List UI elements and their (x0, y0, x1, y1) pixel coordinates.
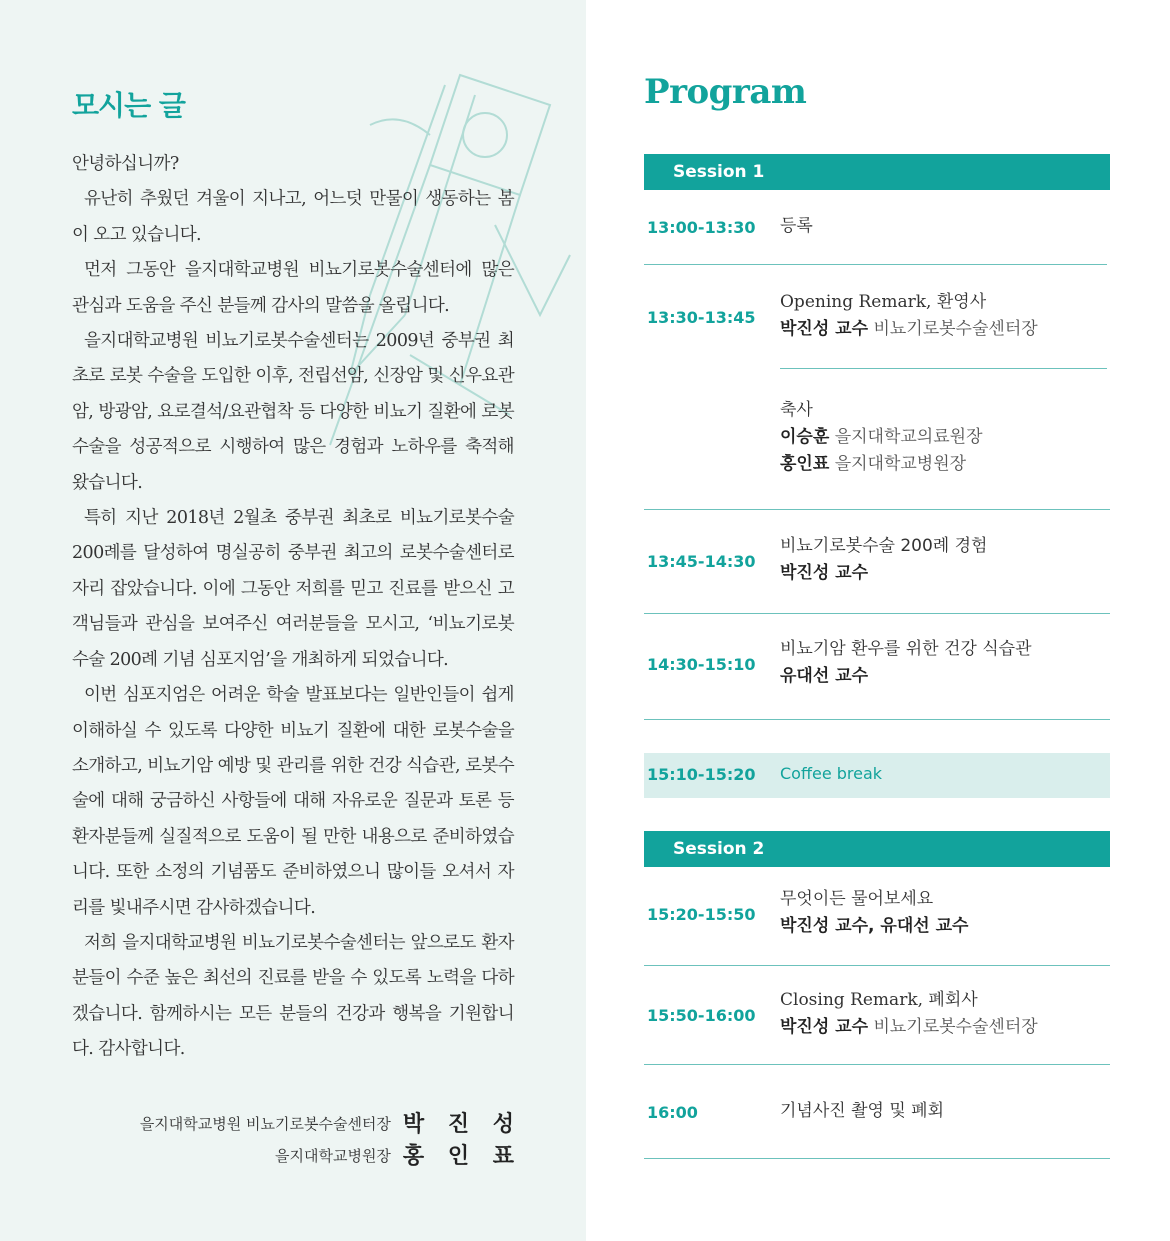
schedule-title: 무엇이든 물어보세요 (780, 889, 934, 909)
speaker-name: 홍인표 (780, 454, 830, 474)
signature-name: 박 진 성 (402, 1111, 522, 1137)
schedule-item-qa (780, 886, 1100, 940)
schedule-time: 15:20-15:50 (647, 905, 756, 924)
schedule-time: 15:10-15:20 (647, 765, 756, 784)
signature-role: 을지대학교병원장 (275, 1147, 391, 1165)
signature-line (139, 1108, 522, 1140)
speaker-role: 을지대학교병원장 (834, 454, 967, 474)
speaker-role: 을지대학교의료원장 (834, 427, 983, 447)
schedule-title: 비뇨기암 환우를 위한 건강 식습관 (780, 639, 1032, 659)
letter-paragraph: 안녕하십니까? (72, 154, 179, 174)
letter-paragraph: 유난히 추웠던 겨울이 지나고, 어느덧 만물이 생동하는 봄이 오고 있습니다. (72, 189, 514, 245)
schedule-title: Opening Remark, 환영사 (780, 292, 987, 312)
schedule-time: 15:50-16:00 (647, 1006, 756, 1025)
schedule-item-talk-2 (780, 636, 1100, 690)
coffee-break-row (644, 753, 1110, 798)
letter-paragraph: 이번 심포지엄은 어려운 학술 발표보다는 일반인들이 쉽게 이해하실 수 있도록 다양한 비뇨기 질환에 대한 로봇수술을 소개하고, 비뇨기암 예방 및 관리를 위한 건강 식습관, 로봇수술에 대해 궁금하신 사항들에 대해 자유로운 질문과 토론 등 환자분들께 실질적으로 도움이 될 만한 내용으로 준비하였습니다. 또한 소정의 기념품도 준비하였으니 많이들 오셔서 자리를 빛내주시면 감사하겠습니다. (72, 685, 514, 918)
schedule-time: 13:45-14:30 (647, 552, 756, 571)
divider (644, 719, 1110, 720)
schedule-item-closing (780, 987, 1100, 1041)
speaker-role: 비뇨기로봇수술센터장 (873, 1017, 1038, 1037)
schedule-item-registration (780, 213, 1100, 240)
schedule-time: 14:30-15:10 (647, 655, 756, 674)
divider (644, 965, 1110, 966)
speaker-name: 박진성 교수 (780, 1017, 869, 1037)
session-1-header: Session 1 (644, 154, 1110, 190)
divider (644, 264, 1107, 265)
speaker-name: 박진성 교수 (780, 319, 869, 339)
speaker-name: 박진성 교수, 유대선 교수 (780, 916, 969, 936)
divider (644, 509, 1110, 510)
letter-paragraph: 먼저 그동안 을지대학교병원 비뇨기로봇수술센터에 많은 관심과 도움을 주신 분들께 감사의 말씀을 올립니다. (72, 260, 514, 316)
divider (780, 368, 1107, 369)
schedule-title: 등록 (780, 216, 813, 236)
divider (644, 1158, 1110, 1159)
speaker-role: 비뇨기로봇수술센터장 (873, 319, 1038, 339)
schedule-item-congratulatory (780, 397, 1100, 478)
letter-paragraph: 을지대학교병원 비뇨기로봇수술센터는 2009년 중부권 최초로 로봇 수술을 도입한 이후, 전립선암, 신장암 및 신우요관암, 방광암, 요로결석/요관협착 등 다양한 비뇨기 질환에 로봇수술을 성공적으로 시행하여 많은 경험과 노하우를 축적해 왔습니다. (72, 331, 514, 493)
signature-name: 홍 인 표 (402, 1143, 522, 1169)
schedule-title: Closing Remark, 폐회사 (780, 990, 978, 1010)
session-2-header: Session 2 (644, 831, 1110, 867)
schedule-title: 축사 (780, 400, 813, 420)
letter-paragraph: 저희 을지대학교병원 비뇨기로봇수술센터는 앞으로도 환자분들이 수준 높은 최선의 진료를 받을 수 있도록 노력을 다하겠습니다. 함께하시는 모든 분들의 건강과 행복을 기원합니다. 감사합니다. (72, 932, 514, 1060)
letter-body (72, 147, 514, 1068)
signature-role: 을지대학교병원 비뇨기로봇수술센터장 (139, 1115, 391, 1133)
divider (644, 613, 1110, 614)
speaker-name: 유대선 교수 (780, 666, 869, 686)
speaker-name: 이승훈 (780, 427, 830, 447)
letter-title: 모시는 글 (72, 89, 185, 122)
schedule-item-talk-1 (780, 533, 1100, 587)
schedule-title: 기념사진 촬영 및 폐회 (780, 1101, 945, 1121)
program-title: Program (644, 72, 807, 112)
schedule-title: Coffee break (780, 764, 883, 783)
divider (644, 1064, 1110, 1065)
letter-paragraph: 특히 지난 2018년 2월초 중부권 최초로 비뇨기로봇수술 200례를 달성하여 명실공히 중부권 최고의 로봇수술센터로 자리 잡았습니다. 이에 그동안 저희를 믿고 진료를 받으신 고객님들과 관심을 보여주신 여러분들을 모시고, ‘비뇨기로봇수술 200례 기념 심포지엄’을 개최하게 되었습니다. (72, 508, 514, 670)
schedule-time: 13:00-13:30 (647, 218, 756, 237)
schedule-item-photo (780, 1098, 1100, 1125)
schedule-item-opening (780, 289, 1100, 343)
schedule-time: 16:00 (647, 1103, 698, 1122)
schedule-title: 비뇨기로봇수술 200례 경험 (780, 536, 988, 556)
signature-block (139, 1108, 522, 1172)
signature-line (140, 1140, 522, 1172)
speaker-name: 박진성 교수 (780, 563, 869, 583)
schedule-time: 13:30-13:45 (647, 308, 756, 327)
